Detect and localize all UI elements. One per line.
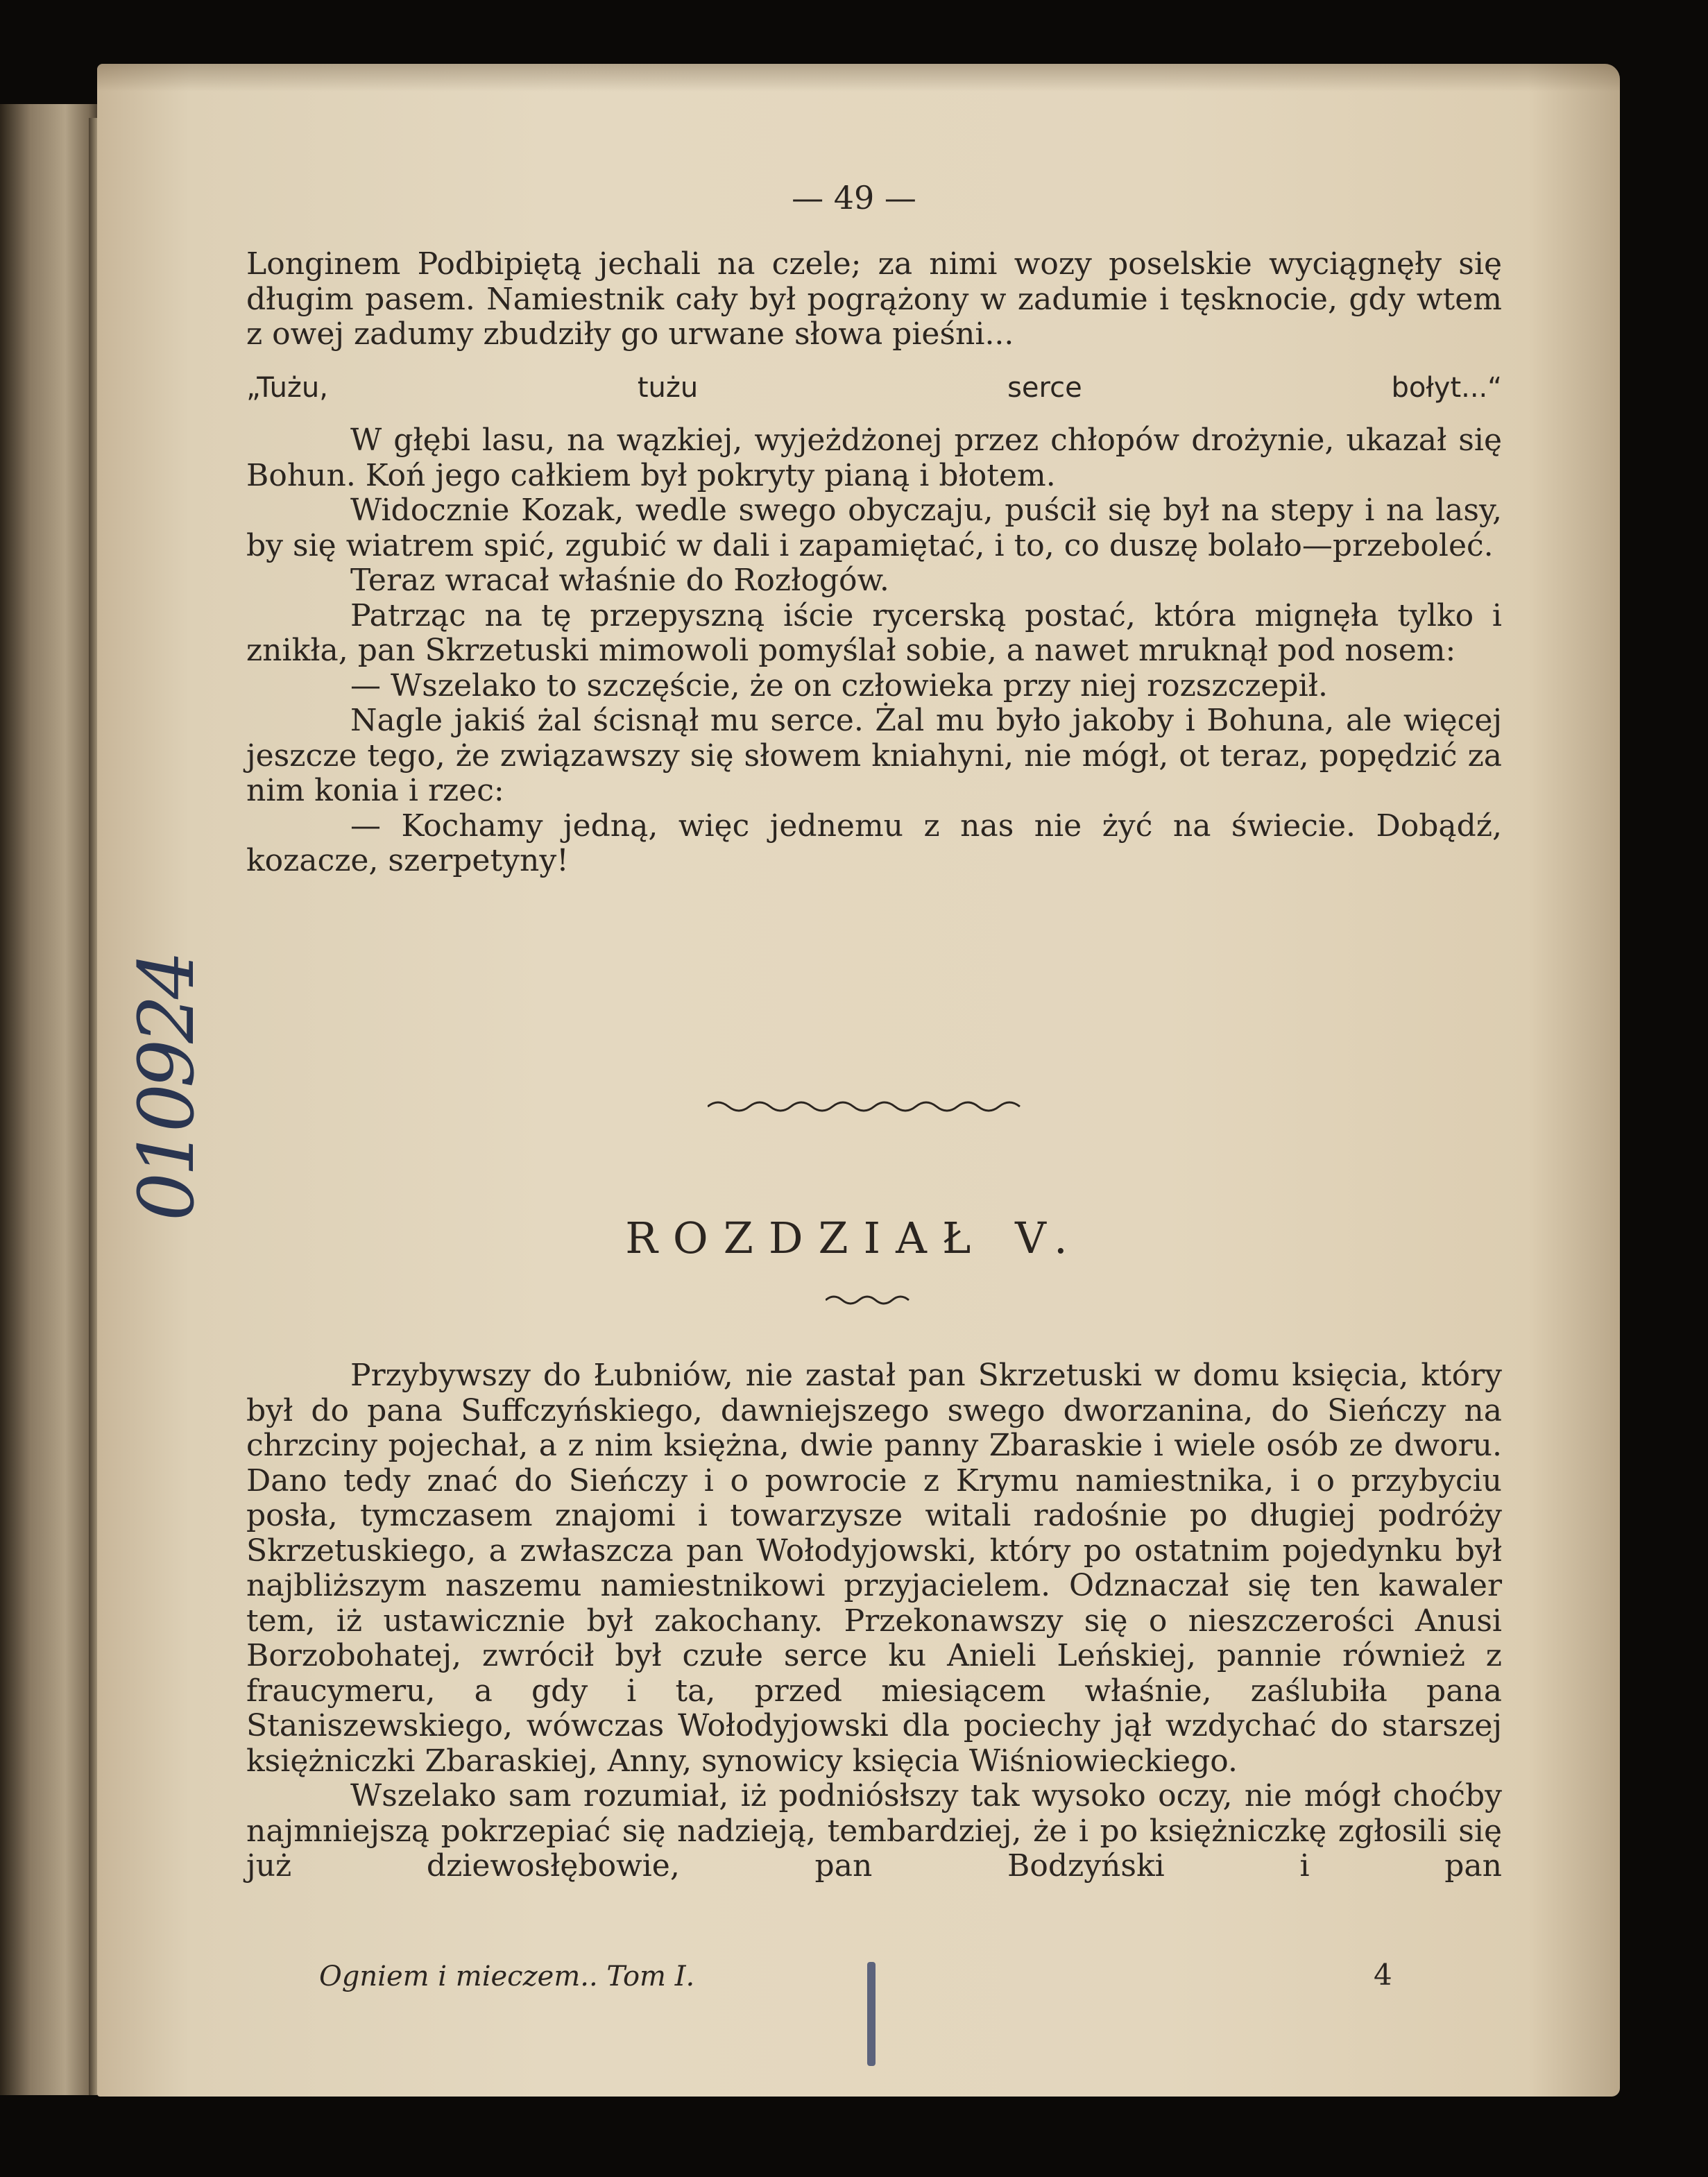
handwritten-shelfmark: 010924 [122, 955, 211, 1221]
footer-signature-number: 4 [1374, 1958, 1392, 1992]
page-shadow [97, 64, 1620, 92]
paragraph: Wszelako sam rozumiał, iż podniósłszy tak wysoko oczy, nie mógł choćby najmniejszą pokrzepiać się nadzieją, tembardziej, że i po księżniczkę zgłosili się już dziewosłębowie, pan Bodzyński i pan [246, 1778, 1502, 1884]
library-stamp [860, 1948, 1318, 2073]
paragraph: — Wszelako to szczęście, że on człowieka przy niej rozszczepił. [350, 667, 1328, 703]
top-text-block [246, 247, 1502, 879]
paragraph: Widocznie Kozak, wedle swego obyczaju, puścił się był na stepy i na lasy, by się wiatrem spić, zgubić w dali i zapamiętać, i to, co duszę bolało—przeboleć. [246, 493, 1502, 563]
page-binding-fold [89, 118, 97, 2095]
paragraph: Teraz wracał właśnie do Rozłogów. [350, 563, 889, 598]
page-number: — 49 — [792, 179, 916, 216]
chapter-title: ROZDZIAŁ V. [625, 1213, 1083, 1263]
paragraph: W głębi lasu, na wązkiej, wyjeżdżonej przez chłopów drożynie, ukazał się Bohun. Koń jego całkiem był pokryty pianą i błotem. [246, 422, 1502, 493]
previous-page-edge [0, 104, 101, 2095]
footer-book-title: Ogniem i mieczem.. Tom I. [319, 1961, 695, 1992]
song-line: „Tużu, tużu serce bołyt...“ [246, 371, 1502, 404]
paragraph: Longinem Podbipiętą jechali na czele; za nimi wozy poselskie wyciągnęły się długim pasem. Namiestnik cały był pogrążony w zadumie i tęsknocie, gdy wtem z owej zadumy zbudziły go urwane słowa pieśni... [246, 246, 1502, 352]
paragraph: — Kochamy jedną, więc jednemu z nas nie żyć na świecie. Dobądź, kozacze, szerpetyny! [246, 808, 1502, 878]
section-divider-ornament [708, 1096, 1027, 1117]
paragraph: Patrząc na tę przepyszną iście rycerską postać, która mignęła tylko i znikła, pan Skrzetuski mimowoli pomyślał sobie, a nawet mruknął pod nosem: [246, 597, 1502, 668]
bottom-text-block [246, 1358, 1502, 1884]
chapter-ornament [826, 1292, 923, 1308]
paragraph: Przybywszy do Łubniów, nie zastał pan Skrzetuski w domu księcia, który był do pana Suffczyńskiego, dawniejszego swego dworzanina, do Sieńczy na chrzciny pojechał, a z nim księżna, dwie panny Zbaraskie i wiele osób ze dworu. Dano tedy znać do Sieńczy i o powrocie z Krymu namiestnika, i o przybyciu posła, tymczasem znajomi i towarzysze witali radośnie po długiej podróży Skrzetuskiego, a zwłaszcza pan Wołodyjowski, który po ostatnim pojedynku był najbliższym naszemu namiestnikowi przyjacielem. Odznaczał się ten kawaler tem, iż ustawicznie był zakochany. Przekonawszy się o nieszczerości Anusi Borzobohatej, zwrócił był czułe serce ku Anieli Leńskiej, pannie również z fraucymeru, a gdy i ta, przed miesiącem właśnie, zaślubiła pana Staniszewskiego, wówczas Wołodyjowski dla pociechy jął wzdychać do starszej księżniczki Zbaraskiej, Anny, synowicy księcia Wiśniowieckiego. [246, 1358, 1502, 1779]
stamp-bar [867, 1962, 876, 2066]
paragraph: Nagle jakiś żal ścisnął mu serce. Żal mu było jakoby i Bohuna, ale więcej jeszcze tego, że związawszy się słowem kniahyni, nie mógł, ot teraz, popędzić za nim konia i rzec: [246, 703, 1502, 808]
